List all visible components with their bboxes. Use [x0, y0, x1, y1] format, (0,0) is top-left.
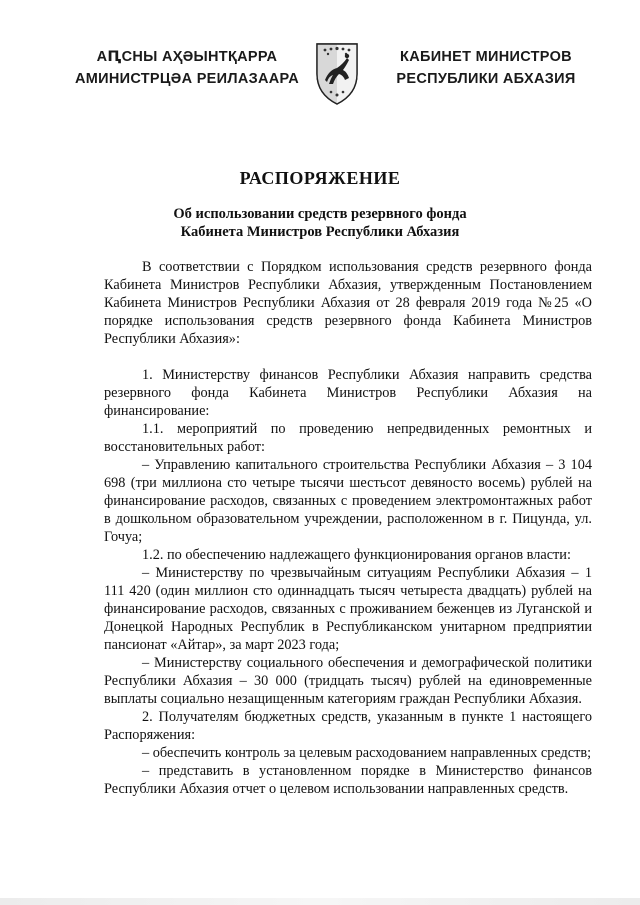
letterhead: [0, 38, 640, 108]
letterhead-left-line-2: АМИНИСТРЦӘА РЕИЛАЗААРА: [74, 71, 300, 87]
letterhead-right-line-1: КАБИНЕТ МИНИСТРОВ: [400, 49, 572, 65]
clause-2: 2. Получателям бюджетных средств, указанным в пункте 1 настоящего Распоряжения:: [104, 709, 592, 743]
letterhead-right-line-2: РЕСПУБЛИКИ АБХАЗИЯ: [396, 71, 576, 87]
clause-1: 1. Министерству финансов Республики Абхазия направить средства резервного фонда Кабинета Министров Республики Абхазия на финансирование:: [104, 367, 592, 419]
clause-1-2: 1.2. по обеспечению надлежащего функционирования органов власти:: [142, 547, 571, 563]
letterhead-left-line-1: АԤСНЫ АҲӘЫНТҚАРРА: [96, 49, 278, 65]
letterhead-russian-name: [386, 46, 586, 90]
clause-1-1-item: – Управлению капитального строительства Республики Абхазия – 3 104 698 (три миллиона сто четыре тысячи шестьсот девяносто восемь) рублей на финансирование расходов, связанных с проведением электромонтажных работ в дошкольном образовательном учреждении, расположенном в г. Пицунда, ул. Гочуа;: [104, 457, 592, 545]
preamble-paragraph: В соответствии с Порядком использования средств резервного фонда Кабинета Министров Республики Абхазия, утвержденным Постановлением Кабинета Министров Республики Абхазия от 28 февраля 2019 года №25 «О порядке использования средств резервного фонда Кабинета Министров Республики Абхазия»:: [104, 259, 592, 347]
clause-1-2-item-social: – Министерству социального обеспечения и демографической политики Республики Абхазия – 30 000 (тридцать тысяч) рублей на единовременные выплаты социально незащищенным категориям граждан Республики Абхазия.: [104, 655, 592, 707]
document-body: [104, 258, 592, 798]
document-subtitle: [0, 205, 640, 241]
clause-2-item-report: – представить в установленном порядке в Министерство финансов Республики Абхазия отчет о целевом использовании направленных средств.: [104, 763, 592, 797]
clause-2-item-control: – обеспечить контроль за целевым расходованием направленных средств;: [142, 745, 592, 761]
subtitle-line-1: Об использовании средств резервного фонда: [173, 206, 467, 222]
subtitle-line-2: Кабинета Министров Республики Абхазия: [180, 224, 460, 240]
letterhead-abkhaz-name: [72, 46, 302, 90]
clause-1-1: 1.1. мероприятий по проведению непредвиденных ремонтных и восстановительных работ:: [104, 421, 592, 455]
coat-of-arms-icon: [313, 40, 361, 106]
page-bottom-edge: [0, 898, 640, 905]
clause-1-2-item-emergency: – Министерству по чрезвычайным ситуациям Республики Абхазия – 1 111 420 (один миллион сто одиннадцать тысяч четыреста двадцать) рублей на финансирование расходов, связанных с проживанием беженцев из Луганской и Донецкой Народных Республик в Республиканском унитарном предприятии пансионат «Айтар», за март 2023 года;: [104, 565, 592, 653]
document-title: РАСПОРЯЖЕНИЕ: [239, 168, 401, 188]
